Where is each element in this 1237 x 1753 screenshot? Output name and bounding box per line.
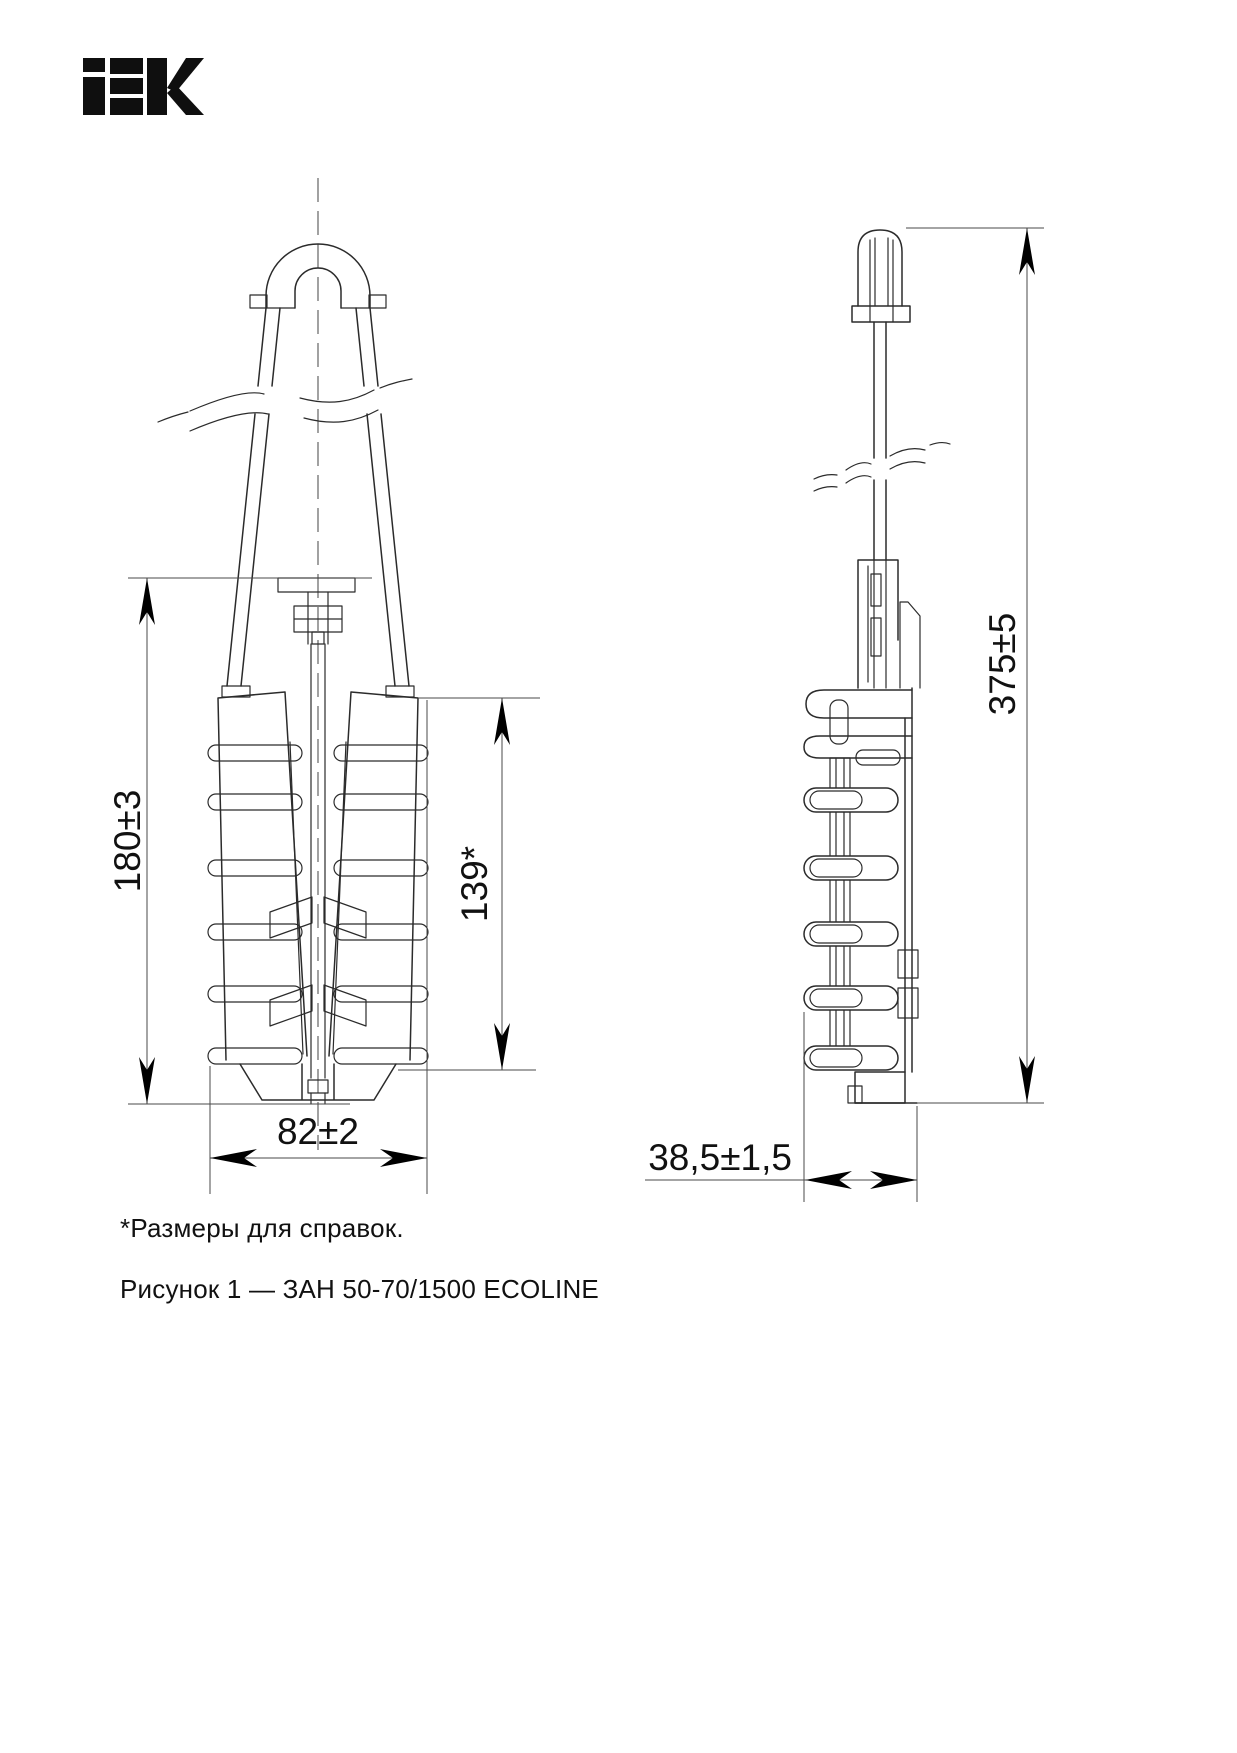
- dimension-label-front-clamp-height: 139*: [454, 845, 495, 923]
- logo-k-stem: [147, 58, 167, 115]
- side-bracket: [858, 560, 920, 688]
- logo-k-arm: [167, 58, 204, 92]
- wedge-step: [324, 985, 366, 1026]
- wedge-step: [270, 897, 312, 938]
- side-clip: [898, 950, 918, 978]
- dimension-label-side-total-height: 375±5: [982, 612, 1023, 716]
- logo-i-stem: [83, 77, 105, 115]
- logo-i-dot: [83, 58, 105, 72]
- dim-side-width: [645, 1012, 917, 1202]
- front-view: [158, 178, 428, 1150]
- thimble: [852, 230, 910, 322]
- side-clip: [898, 988, 918, 1018]
- dim-front-clamp-height: [398, 698, 540, 1070]
- figure-caption: Рисунок 1 — ЗАН 50-70/1500 ECOLINE: [120, 1274, 599, 1304]
- dim-front-total-height: [107, 578, 372, 1104]
- dim-side-total-height: [906, 228, 1044, 1103]
- wedge-step: [324, 897, 366, 938]
- iek-logo: [83, 58, 204, 115]
- bail-tab: [369, 295, 386, 308]
- thimble-flange: [852, 306, 910, 322]
- side-view: [804, 230, 950, 1103]
- dimension-label-front-total-height: 180±3: [107, 789, 148, 893]
- reference-footnote: *Размеры для справок.: [120, 1213, 404, 1243]
- logo-e-bar: [110, 58, 143, 74]
- front-break-lines: [158, 379, 412, 431]
- logo-e-bar: [110, 98, 143, 115]
- side-saddle: [804, 690, 912, 765]
- side-break-lines: [814, 443, 950, 491]
- logo-k-arm: [167, 85, 204, 115]
- keeper-wedge: [278, 578, 355, 1104]
- logo-e-bar: [110, 78, 143, 94]
- bail-rod: [874, 322, 886, 560]
- bail-tab: [250, 295, 267, 308]
- wedge-step: [270, 985, 312, 1026]
- dimension-label-side-width: 38,5±1,5: [648, 1137, 792, 1178]
- dimension-label-front-width: 82±2: [276, 1111, 360, 1152]
